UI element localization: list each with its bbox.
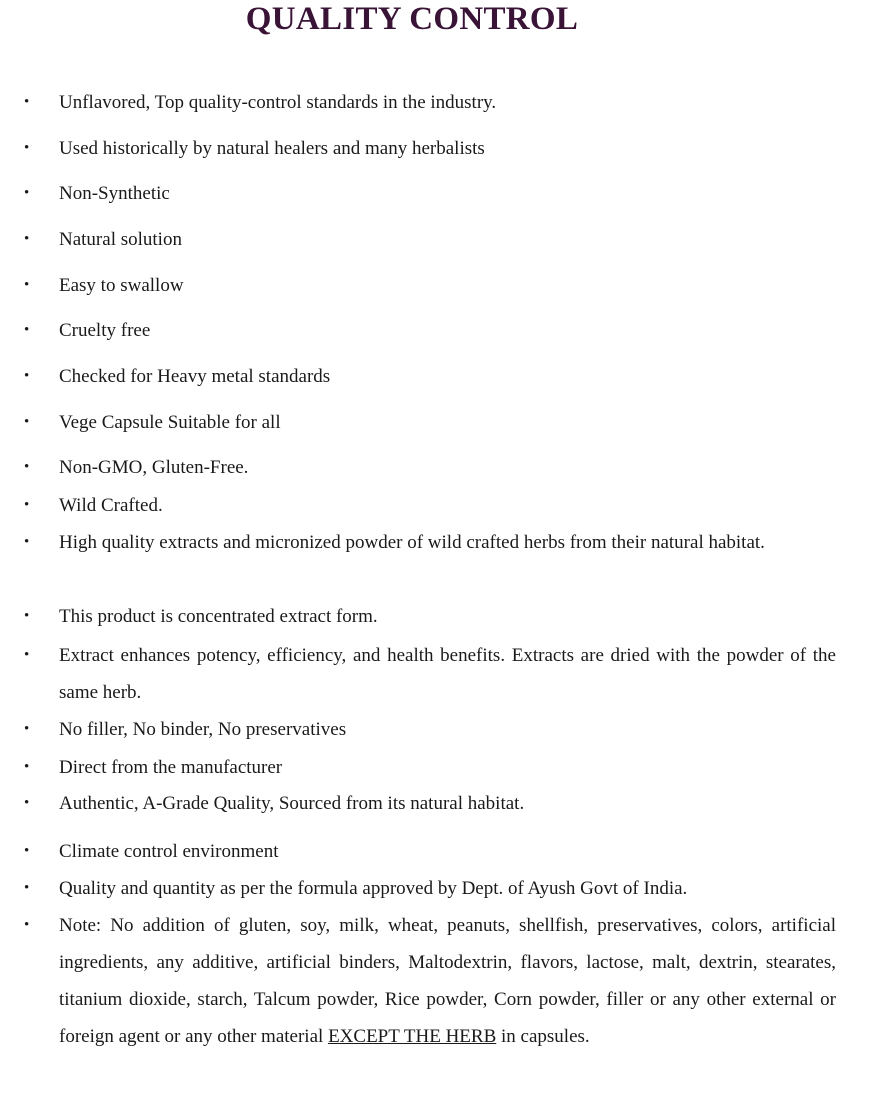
list-item: [24, 711, 836, 748]
list-item: [24, 267, 836, 304]
list-item-text: Checked for Heavy metal standards: [59, 366, 331, 387]
page-title: QUALITY CONTROL: [245, 1, 579, 37]
list-item: [24, 749, 836, 786]
bullet-icon: •: [24, 917, 30, 933]
list-item: [24, 833, 836, 870]
list-item-text: No filler, No binder, No preservatives: [59, 719, 347, 740]
list-item-text: Unflavored, Top quality-control standards in the industry.: [59, 92, 497, 113]
list-item: [24, 84, 836, 121]
list-item: [24, 785, 836, 822]
bullet-icon: •: [24, 843, 30, 859]
note-emphasis: EXCEPT THE HERB: [328, 1026, 497, 1047]
note-text-block: [59, 907, 836, 1055]
list-item: [24, 637, 836, 711]
list-item-text: Climate control environment: [59, 841, 279, 862]
bullet-icon: •: [24, 94, 30, 110]
bullet-icon: •: [24, 759, 30, 775]
bullet-icon: •: [24, 414, 30, 430]
bullet-icon: •: [24, 534, 30, 550]
note-text: Note: No addition of gluten, soy, milk, wheat, peanuts, shellfish, preservatives, colors, artificial ingredients, any additive, artificial binders, Maltodextrin, flavors, lactose, malt, dextrin, stearates, titanium dioxide, starch, Talcum powder, Rice powder, Corn powder, filler or any other external or foreign agent or any other material: [59, 915, 836, 1047]
list-item-text: Non-GMO, Gluten-Free.: [59, 457, 249, 478]
list-item-text: Direct from the manufacturer: [59, 757, 283, 778]
bullet-icon: •: [24, 277, 30, 293]
bullet-icon: •: [24, 459, 30, 475]
list-item: [24, 404, 836, 441]
list-item-text: Easy to swallow: [59, 275, 184, 296]
list-item-text: Wild Crafted.: [59, 495, 163, 516]
bullet-icon: •: [24, 497, 30, 513]
list-item: [24, 870, 836, 907]
list-item-text: Natural solution: [59, 229, 182, 250]
bullet-icon: •: [24, 322, 30, 338]
list-item: [24, 487, 836, 524]
list-item: [24, 598, 836, 635]
list-item-text: Extract enhances potency, efficiency, and health benefits. Extracts are dried with the powder of the same herb.: [59, 645, 836, 703]
list-item: [24, 312, 836, 349]
list-item-text: High quality extracts and micronized powder of wild crafted herbs from their natural habitat.: [59, 532, 765, 553]
bullet-icon: •: [24, 140, 30, 156]
list-item-text: Non-Synthetic: [59, 183, 170, 204]
list-item-text: Used historically by natural healers and many herbalists: [59, 138, 485, 159]
list-item: [24, 524, 836, 561]
bullet-icon: •: [24, 721, 30, 737]
list-item-text: Cruelty free: [59, 320, 151, 341]
list-item: [24, 449, 836, 486]
list-item-text: Quality and quantity as per the formula approved by Dept. of Ayush Govt of India.: [59, 878, 688, 899]
list-item: [24, 358, 836, 395]
bullet-icon: •: [24, 608, 30, 624]
bullet-icon: •: [24, 880, 30, 896]
bullet-icon: •: [24, 368, 30, 384]
note-tail: in capsules.: [501, 1026, 590, 1047]
list-item: [24, 130, 836, 167]
bullet-icon: •: [24, 647, 30, 663]
list-item-text: This product is concentrated extract form.: [59, 606, 378, 627]
bullet-icon: •: [24, 795, 30, 811]
note-item: [24, 907, 836, 1055]
list-item: [24, 221, 836, 258]
bullet-icon: •: [24, 231, 30, 247]
list-item-text: Authentic, A-Grade Quality, Sourced from its natural habitat.: [59, 793, 525, 814]
list-item-text: Vege Capsule Suitable for all: [59, 412, 281, 433]
bullet-icon: •: [24, 185, 30, 201]
list-item: [24, 175, 836, 212]
